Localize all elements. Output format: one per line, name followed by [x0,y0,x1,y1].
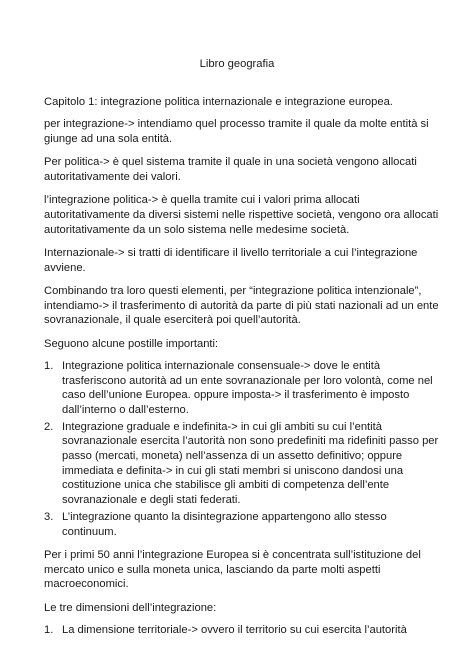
list-item [44,623,444,638]
paragraph-tre-dimensioni: Le tre dimensioni dell’integrazione: [44,601,217,614]
list-item [44,359,444,418]
list-item-text: Integrazione graduale e indefinita-> in cui gli ambiti su cui l’entità sovranazionale esercita l’autorità non sono predefiniti ma ridefiniti passo per passo (mercati, moneta) nell’assenza di un assetto definitivo; oppure immediata e definita-> in cui gli stati membri si uniscono dandosi una costituzione unica che stabilisce gli ambiti di competenza dell’ente sovranazionale e degli stati federati. [62,420,439,507]
list-item-number: 1. [44,623,54,636]
paragraph-integrazione-politica: l’integrazione politica-> è quella tramite cui i valori prima allocati autoritativamente da diversi sistemi nelle rispettive società, vengono ora allocati autoritativamente da un solo sistema nelle medesime società. [44,194,439,236]
paragraph-primi-50-anni: Per i primi 50 anni l’integrazione Europea si è concentrata sull’istituzione del mercato unico e sulla moneta unica, lasciando da parte molti aspetti macroeconomici. [44,548,421,591]
chapter-heading: Capitolo 1: integrazione politica internazionale e integrazione europea. [44,96,393,108]
paragraph-integrazione: per integrazione-> intendiamo quel processo tramite il quale da molte entità si giunge ad una sola entità. [44,118,429,145]
list-item [44,420,444,508]
list-item-text: L’integrazione quanto la disintegrazione appartengono allo stesso continuum. [62,510,387,538]
paragraph-politica: Per politica-> è quel sistema tramite il quale in una società vengono allocati autoritativamente dei valori. [44,156,417,183]
paragraph-internazionale: Internazionale-> si tratti di identificare il livello territoriale a cui l’integrazione avviene. [44,246,418,274]
document-body [44,95,444,646]
list-item-number: 1. [44,359,54,372]
list-item-text: La dimensione territoriale-> ovvero il territorio su cui esercita l’autorità [62,623,407,636]
list-item-text: Integrazione politica internazionale consensuale-> dove le entità trasferiscono autorità ad un ente sovranazionale per loro volontà, come nel caso dell’unione Europea. oppure imposta-> il trasferimento è imposto dall’interno o dall’esterno. [62,359,433,416]
list-item-number: 2. [44,420,54,433]
paragraph-combinando: Combinando tra loro questi elementi, per “integrazione politica intenzionale”, intendiamo-> il trasferimento di autorità da parte di più stati nazionali ad un ente sovranazionale, il quale eserciterà poi quell’autorità. [44,284,439,327]
list-item-number: 3. [44,510,54,523]
document-title: Libro geografia [199,58,275,70]
postille-list [44,359,444,539]
paragraph-postille: Seguono alcune postille importanti: [44,337,219,350]
list-item [44,510,444,539]
dimensioni-list [44,623,444,638]
